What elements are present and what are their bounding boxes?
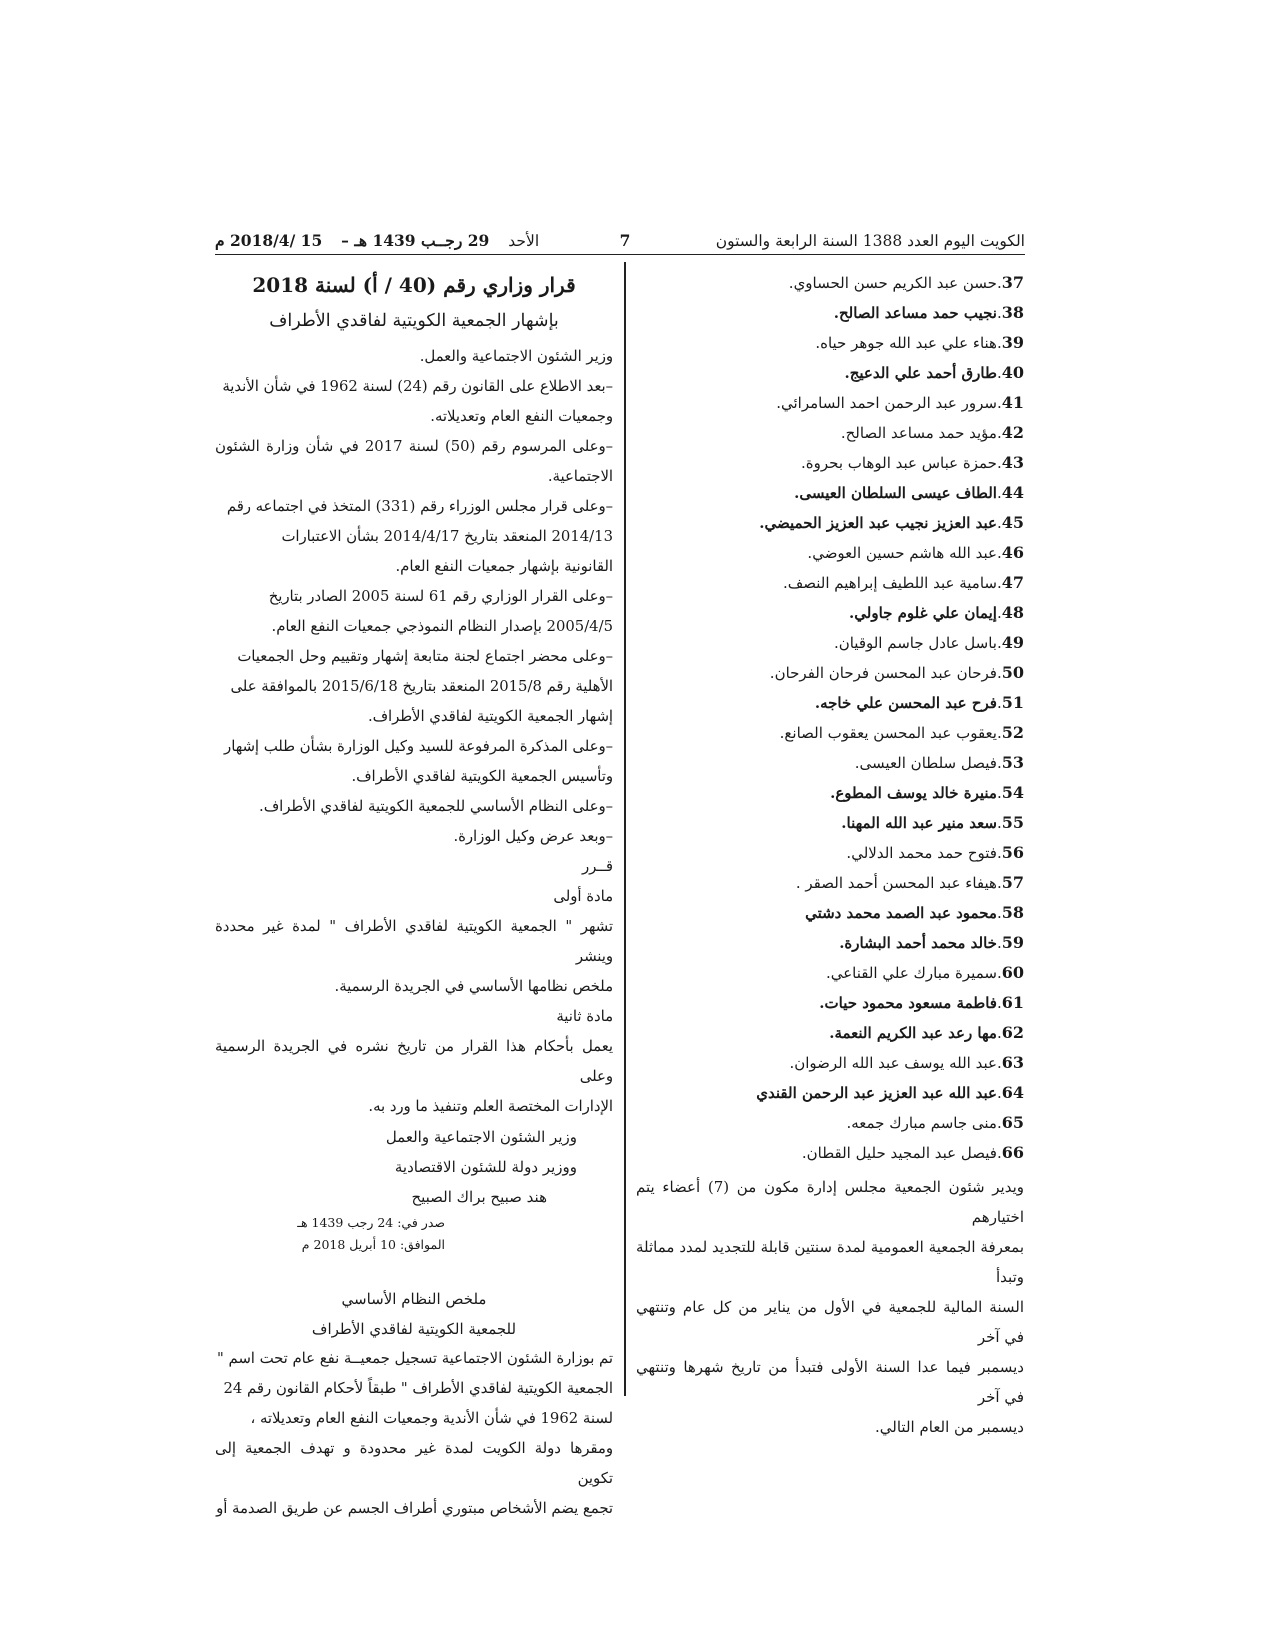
member-name: محمود عبد الصمد محمد دشتي [805, 904, 997, 922]
member-name: عبد الله عبد العزيز عبد الرحمن القندي [756, 1084, 997, 1102]
signature-title-2: ووزير دولة للشئون الاقتصادية [394, 1158, 577, 1176]
member-number: 62 [1001, 1023, 1024, 1042]
member-name: فرح عبد المحسن علي خاجه. [814, 694, 997, 712]
member-name: فاطمة مسعود محمود حيات. [819, 994, 997, 1012]
summary-text [215, 1344, 613, 1524]
corresponding-date: الموافق: 10 أبريل 2018 م [301, 1237, 445, 1252]
member-item: 47.سامية عبد اللطيف إبراهيم النصف. [782, 573, 1024, 592]
member-item: 54.منيرة خالد يوسف المطوع. [830, 783, 1024, 802]
member-item: 55.سعد منير عبد الله المهنا. [841, 813, 1024, 832]
text-line: 2014/13 المنعقد بتاريخ 2014/4/17 بشأن الاعتبارات [281, 528, 613, 545]
header-gregorian-date: 15 /2018/4 م [215, 231, 323, 250]
text-line: –وعلى القرار الوزاري رقم 61 لسنة 2005 الصادر بتاريخ [268, 588, 613, 605]
member-number: 52 [1001, 723, 1024, 742]
summary-heading: ملخص النظام الأساسي [341, 1290, 487, 1308]
article2-text [215, 1032, 613, 1122]
member-number: 64 [1001, 1083, 1024, 1102]
member-number: 39 [1001, 333, 1024, 352]
members-list [636, 268, 1024, 1168]
minister-line: وزير الشئون الاجتماعية والعمل. [419, 348, 613, 365]
member-item: 38.نجيب حمد مساعد الصالح. [833, 303, 1024, 322]
member-item: 53.فيصل سلطان العيسى. [854, 753, 1024, 772]
member-name: خالد محمد أحمد البشارة. [839, 934, 997, 952]
member-item: 63.عبد الله يوسف عبد الله الرضوان. [789, 1053, 1024, 1072]
member-name: فيصل عبد المجيد حليل القطان. [801, 1144, 997, 1162]
text-line: بمعرفة الجمعية العمومية لمدة سنتين قابلة للتجديد لمدد مماثلة وتبدأ [636, 1238, 1024, 1286]
member-number: 55 [1001, 813, 1024, 832]
article2-heading: مادة ثانية [556, 1008, 613, 1025]
text-line: –وعلى المرسوم رقم (50) لسنة 2017 في شأن وزارة الشئون الاجتماعية. [215, 438, 614, 485]
member-item: 56.فتوح حمد محمد الدلالي. [846, 843, 1024, 862]
member-name: باسل عادل جاسم الوقيان. [833, 634, 997, 652]
text-line: إشهار الجمعية الكويتية لفاقدي الأطراف. [367, 708, 613, 725]
member-name: حمزة عباس عبد الوهاب بحروة. [801, 454, 997, 472]
member-item: 48.إيمان علي غلوم جاولي. [849, 603, 1024, 622]
text-line: وجمعيات النفع العام وتعديلاته. [430, 408, 613, 425]
left-column [215, 268, 613, 1524]
right-column [636, 268, 1024, 1442]
board-paragraph [636, 1172, 1024, 1442]
member-name: إيمان علي غلوم جاولي. [849, 604, 997, 622]
member-number: 60 [1001, 963, 1024, 982]
member-name: سعد منير عبد الله المهنا. [841, 814, 997, 832]
member-name: حسن عبد الكريم حسن الحساوي. [788, 274, 997, 292]
signature-title-1: وزير الشئون الاجتماعية والعمل [385, 1128, 577, 1146]
member-number: 40 [1001, 363, 1024, 382]
member-name: فيصل سلطان العيسى. [854, 754, 997, 772]
decided-heading: قــرر [581, 858, 613, 875]
member-number: 63 [1001, 1053, 1024, 1072]
member-name: عبد العزيز نجيب عبد العزيز الحميضي. [759, 514, 997, 532]
member-item: 44.الطاف عيسى السلطان العيسى. [794, 483, 1024, 502]
text-line: الجمعية الكويتية لفاقدي الأطراف " طبقاً لأحكام القانون رقم 24 [223, 1380, 613, 1397]
member-name: عبد الله هاشم حسين العوضي. [807, 544, 997, 562]
text-line: تجمع يضم الأشخاص مبتوري أطراف الجسم عن طريق الصدمة أو [216, 1500, 613, 1517]
text-line: ديسمبر من العام التالي. [875, 1418, 1024, 1436]
member-number: 61 [1001, 993, 1024, 1012]
text-line: تشهر " الجمعية الكويتية لفاقدي الأطراف " لمدة غير محددة وينشر [215, 918, 613, 965]
member-number: 38 [1001, 303, 1024, 322]
member-item: 39.هناء علي عبد الله جوهر حياه. [815, 333, 1024, 352]
member-name: الطاف عيسى السلطان العيسى. [794, 484, 997, 502]
member-name: مؤيد حمد مساعد الصالح. [840, 424, 997, 442]
text-line: ديسمبر فيما عدا السنة الأولى فتبدأ من تاريخ شهرها وتنتهي في آخر [636, 1358, 1024, 1406]
member-item: 49.باسل عادل جاسم الوقيان. [833, 633, 1024, 652]
text-line: –وبعد عرض وكيل الوزارة. [453, 828, 613, 845]
member-name: طارق أحمد علي الدعيج. [844, 364, 997, 382]
text-line: –بعد الاطلاع على القانون رقم (24) لسنة 1962 في شأن الأندية [222, 378, 613, 395]
member-number: 45 [1001, 513, 1024, 532]
member-name: فرحان عبد المحسن فرحان الفرحان. [769, 664, 997, 682]
member-number: 37 [1001, 273, 1024, 292]
member-name: عبد الله يوسف عبد الله الرضوان. [789, 1054, 997, 1072]
signature-name: هند صبيح براك الصبيح [411, 1188, 547, 1206]
member-name: سامية عبد اللطيف إبراهيم النصف. [782, 574, 997, 592]
member-item: 66.فيصل عبد المجيد حليل القطان. [801, 1143, 1024, 1162]
member-number: 66 [1001, 1143, 1024, 1162]
member-number: 56 [1001, 843, 1024, 862]
member-item: 62.مها رعد عبد الكريم النعمة. [829, 1023, 1024, 1042]
text-line: يعمل بأحكام هذا القرار من تاريخ نشره في الجريدة الرسمية وعلى [215, 1038, 613, 1085]
member-number: 49 [1001, 633, 1024, 652]
text-line: –وعلى قرار مجلس الوزراء رقم (331) المتخذ في اجتماعه رقم [226, 498, 613, 515]
member-name: منيرة خالد يوسف المطوع. [830, 784, 997, 802]
member-item: 51.فرح عبد المحسن علي خاجه. [814, 693, 1024, 712]
member-number: 46 [1001, 543, 1024, 562]
member-item: 59.خالد محمد أحمد البشارة. [839, 933, 1024, 952]
text-line: الأهلية رقم 2015/8 المنعقد بتاريخ 2015/6/18 بالموافقة على [230, 678, 613, 695]
member-name: هيفاء عبد المحسن أحمد الصقر . [795, 874, 997, 892]
member-number: 53 [1001, 753, 1024, 772]
member-number: 58 [1001, 903, 1024, 922]
member-item: 65.منى جاسم مبارك جمعه. [846, 1113, 1024, 1132]
member-item: 46.عبد الله هاشم حسين العوضي. [807, 543, 1024, 562]
header-hijri-date: 29 رجــب 1439 هـ – [341, 231, 490, 250]
member-item: 43.حمزة عباس عبد الوهاب بحروة. [801, 453, 1024, 472]
member-item: 41.سرور عبد الرحمن احمد السامرائي. [776, 393, 1024, 412]
member-number: 48 [1001, 603, 1024, 622]
text-line: 2005/4/5 بإصدار النظام النموذجي جمعيات النفع العام. [271, 618, 613, 635]
member-name: منى جاسم مبارك جمعه. [846, 1114, 997, 1132]
decision-body [215, 342, 613, 1122]
member-item: 50.فرحان عبد المحسن فرحان الفرحان. [769, 663, 1024, 682]
page-header [215, 228, 1025, 255]
text-line: القانونية بإشهار جمعيات النفع العام. [395, 558, 613, 575]
member-name: يعقوب عبد المحسن يعقوب الصانع. [779, 724, 997, 742]
member-item: 42.مؤيد حمد مساعد الصالح. [840, 423, 1024, 442]
text-line: السنة المالية للجمعية في الأول من يناير من كل عام وتنتهي في آخر [636, 1298, 1024, 1346]
member-number: 47 [1001, 573, 1024, 592]
text-line: –وعلى المذكرة المرفوعة للسيد وكيل الوزارة بشأن طلب إشهار [224, 738, 613, 755]
member-number: 43 [1001, 453, 1024, 472]
member-number: 57 [1001, 873, 1024, 892]
article1-heading: مادة أولى [553, 888, 613, 905]
page-number: 7 [619, 231, 631, 250]
member-name: مها رعد عبد الكريم النعمة. [829, 1024, 997, 1042]
member-number: 50 [1001, 663, 1024, 682]
text-line: الإدارات المختصة العلم وتنفيذ ما ورد به. [368, 1098, 613, 1115]
member-number: 41 [1001, 393, 1024, 412]
member-number: 42 [1001, 423, 1024, 442]
publication-info: الكويت اليوم العدد 1388 السنة الرابعة والستون [715, 232, 1025, 250]
member-number: 54 [1001, 783, 1024, 802]
member-item: 37.حسن عبد الكريم حسن الحساوي. [788, 273, 1024, 292]
text-line: وتأسيس الجمعية الكويتية لفاقدي الأطراف. [351, 768, 613, 785]
member-item: 40.طارق أحمد علي الدعيج. [844, 363, 1024, 382]
text-line: ومقرها دولة الكويت لمدة غير محدودة و تهدف الجمعية إلى تكوين [215, 1440, 613, 1487]
member-item: 57.هيفاء عبد المحسن أحمد الصقر . [795, 873, 1024, 892]
member-number: 65 [1001, 1113, 1024, 1132]
member-name: هناء علي عبد الله جوهر حياه. [815, 334, 997, 352]
text-line: تم بوزارة الشئون الاجتماعية تسجيل جمعيــة نفع عام تحت اسم " [217, 1350, 613, 1367]
decision-subtitle: بإشهار الجمعية الكويتية لفاقدي الأطراف [269, 311, 559, 331]
member-name: سرور عبد الرحمن احمد السامرائي. [776, 394, 997, 412]
article1-text [215, 912, 613, 1002]
column-divider [624, 262, 626, 1396]
summary-subheading: للجمعية الكويتية لفاقدي الأطراف [311, 1320, 517, 1338]
member-item: 52.يعقوب عبد المحسن يعقوب الصانع. [779, 723, 1024, 742]
member-name: نجيب حمد مساعد الصالح. [833, 304, 997, 322]
text-line: ملخص نظامها الأساسي في الجريدة الرسمية. [334, 978, 613, 995]
header-date [215, 228, 539, 254]
member-name: سميرة مبارك علي القناعي. [825, 964, 997, 982]
member-item: 60.سميرة مبارك علي القناعي. [825, 963, 1024, 982]
member-item: 64.عبد الله عبد العزيز عبد الرحمن القندي [756, 1083, 1024, 1102]
text-line: –وعلى النظام الأساسي للجمعية الكويتية لفاقدي الأطراف. [259, 798, 613, 815]
member-number: 44 [1001, 483, 1024, 502]
text-line: ويدير شئون الجمعية مجلس إدارة مكون من (7) أعضاء يتم اختيارهم [636, 1178, 1024, 1226]
decision-title: قرار وزاري رقم (40 / أ) لسنة 2018 [252, 273, 576, 297]
text-line: –وعلى محضر اجتماع لجنة متابعة إشهار وتقييم وحل الجمعيات [237, 648, 613, 665]
member-name: فتوح حمد محمد الدلالي. [846, 844, 997, 862]
text-line: لسنة 1962 في شأن الأندية وجمعيات النفع العام وتعديلاته ، [250, 1410, 613, 1427]
issued-date: صدر في: 24 رجب 1439 هـ [297, 1215, 445, 1230]
member-number: 51 [1001, 693, 1024, 712]
member-number: 59 [1001, 933, 1024, 952]
member-item: 45.عبد العزيز نجيب عبد العزيز الحميضي. [759, 513, 1024, 532]
header-day: الأحد [508, 232, 540, 250]
member-item: 58.محمود عبد الصمد محمد دشتي [805, 903, 1024, 922]
member-item: 61.فاطمة مسعود محمود حيات. [819, 993, 1024, 1012]
preamble [215, 372, 613, 852]
